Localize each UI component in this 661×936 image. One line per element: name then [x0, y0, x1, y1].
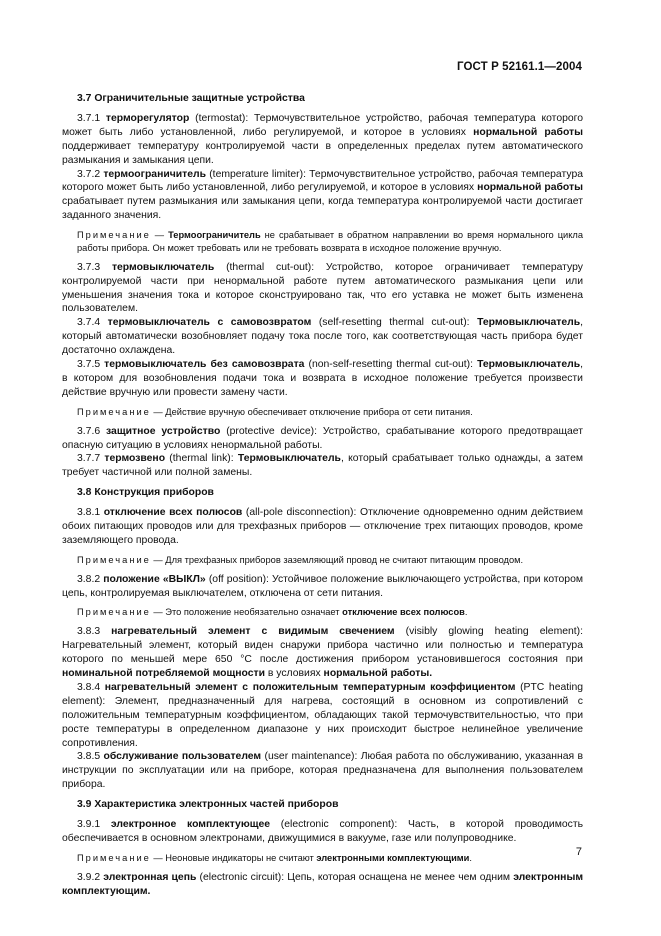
clause-3-9-1: 3.9.1 электронное комплектующее (electronic component): Часть, в которой проводимость обеспечивается в основном электронами, движущимися в вакууме, газе или полупроводнике. [62, 819, 583, 844]
term: защитное устройство [106, 425, 221, 437]
clause-3-8-4: 3.8.4 нагревательный элемент с положительным температурным коэффициентом (PTC heating element): Элемент, предназначенный для нагрева, состоящий в основном из сопротивлений с положительным температурным коэффициентом, обладающих такой термочувствительностью, что при росте температуры в определенном диапазоне у них происходит быстрое нелинейное увеличение сопротивления. [62, 681, 584, 749]
note: Примечание — Это положение необязательно означает отключение всех полюсов. [77, 607, 468, 618]
term: термовыключатель без самовозврата [104, 359, 305, 371]
clause-3-7-3: 3.7.3 термовыключатель (thermal cut-out): Устройство, которое ограничивает температуру контролируемой части при ненормальной работе путем автоматического размыкания цепи или уменьшения значения тока и которое сконструировано так, что его уставка не может быть изменена пользователем. [62, 261, 583, 315]
term: нагревательный элемент с видимым свечением [111, 626, 395, 638]
clause-3-8-1: 3.8.1 отключение всех полюсов (all-pole disconnection): Отключение одновременно одним действием обоих питающих проводов или для трехфазных приборов — отключение трех питающих проводов, кроме заземляющего провода. [62, 507, 583, 546]
term: термовыключатель с самовозвратом [107, 317, 312, 329]
clause-3-7-1: 3.7.1 терморегулятор (termostat): Термочувствительное устройство, рабочая температура которого может быть либо установленной, либо регулируемой, и которое в условиях нормальной работы поддерживает температуру контролируемой части в определенных пределах путем автоматического размыкания и замыкания цепи. [62, 112, 584, 166]
clause-3-7-4: 3.7.4 термовыключатель с самовозвратом (self-resetting thermal cut-out): Термовыключатель, который автоматически возобновляет подачу тока после того, как соответствующая часть прибора будет достаточно охлаждена. [62, 317, 584, 357]
clause-3-9-2: 3.9.2 электронная цепь (electronic circuit): Цепь, которая оснащена не менее чем одним электронным комплектующим. [62, 871, 584, 897]
term: отключение всех полюсов [103, 507, 243, 519]
page-number: 7 [575, 846, 582, 858]
note: Примечание — Действие вручную обеспечивает отключение прибора от сети питания. [77, 406, 473, 417]
term: обслуживание пользователем [103, 751, 262, 763]
term: термовыключатель [111, 261, 215, 273]
term: терморегулятор [105, 112, 190, 124]
note: Примечание — Для трехфазных приборов заземляющий провод не считают питающим проводом. [77, 554, 524, 565]
note: Примечание — Неоновые индикаторы не считают электронными комплектующими. [77, 852, 472, 863]
term: нагревательный элемент с положительным температурным коэффициентом [104, 681, 516, 693]
term: электронное комплектующее [110, 819, 271, 831]
term: термоограничитель [103, 168, 207, 180]
term: электронная цепь [103, 871, 197, 883]
clause-3-7-5: 3.7.5 термовыключатель без самовозврата (non-self-resetting thermal cut-out): Термовыключатель, в котором для возобновления подачи тока и возврата в исходное положение требуется произвести действие вручную или провести замену части. [62, 359, 584, 398]
section-heading-3-7: 3.7 Ограничительные защитные устройства [77, 93, 305, 104]
clause-3-8-3: 3.8.3 нагревательный элемент с видимым свечением (visibly glowing heating element): Нагревательный элемент, который виден снаружи прибора частично или полностью и температура которого по меньшей мере 650 °С после достижения прибором установившегося состояния при номинальной потребляемой мощности в условиях нормальной работы. [62, 626, 584, 679]
term: положение «ВЫКЛ» [103, 573, 206, 585]
clause-3-8-5: 3.8.5 обслуживание пользователем (user maintenance): Любая работа по обслуживанию, указанная в инструкции по эксплуатации или на приборе, которая предназначена для выполнения пользователем прибора. [62, 751, 583, 791]
term: термозвено [104, 453, 166, 465]
clause-3-8-2: 3.8.2 положение «ВЫКЛ» (off position): Устойчивое положение выключающего устройства, при котором цепь, контролируемая выключателем, отключена от сети питания. [62, 573, 583, 599]
section-heading-3-8: 3.8 Конструкция приборов [77, 487, 214, 499]
page-content [62, 92, 583, 898]
clause-3-7-7: 3.7.7 термозвено (thermal link): Термовыключатель, который срабатывает только однажды, а затем требует частичной или полной замены. [62, 453, 583, 479]
clause-3-7-2: 3.7.2 термоограничитель (temperature limiter): Термочувствительное устройство, рабочая температура которого может быть либо установленной, либо регулируемой, и которое в условиях нормальной работы срабатывает путем размыкания или замыкания цепи, когда температура контролируемой части достигает заданного значения. [62, 168, 583, 222]
standard-header: ГОСТ Р 52161.1—2004 [457, 61, 582, 73]
note: Примечание — Термоограничитель не срабатывает в обратном направлении во время нормального цикла работы прибора. Он может требовать или не требовать возврата в исходное положение вручную. [77, 230, 583, 253]
clause-3-7-6: 3.7.6 защитное устройство (protective device): Устройство, срабатывание которого предотвращает опасную ситуацию в условиях ненормальной работы. [62, 425, 583, 451]
section-heading-3-9: 3.9 Характеристика электронных частей приборов [77, 799, 339, 811]
